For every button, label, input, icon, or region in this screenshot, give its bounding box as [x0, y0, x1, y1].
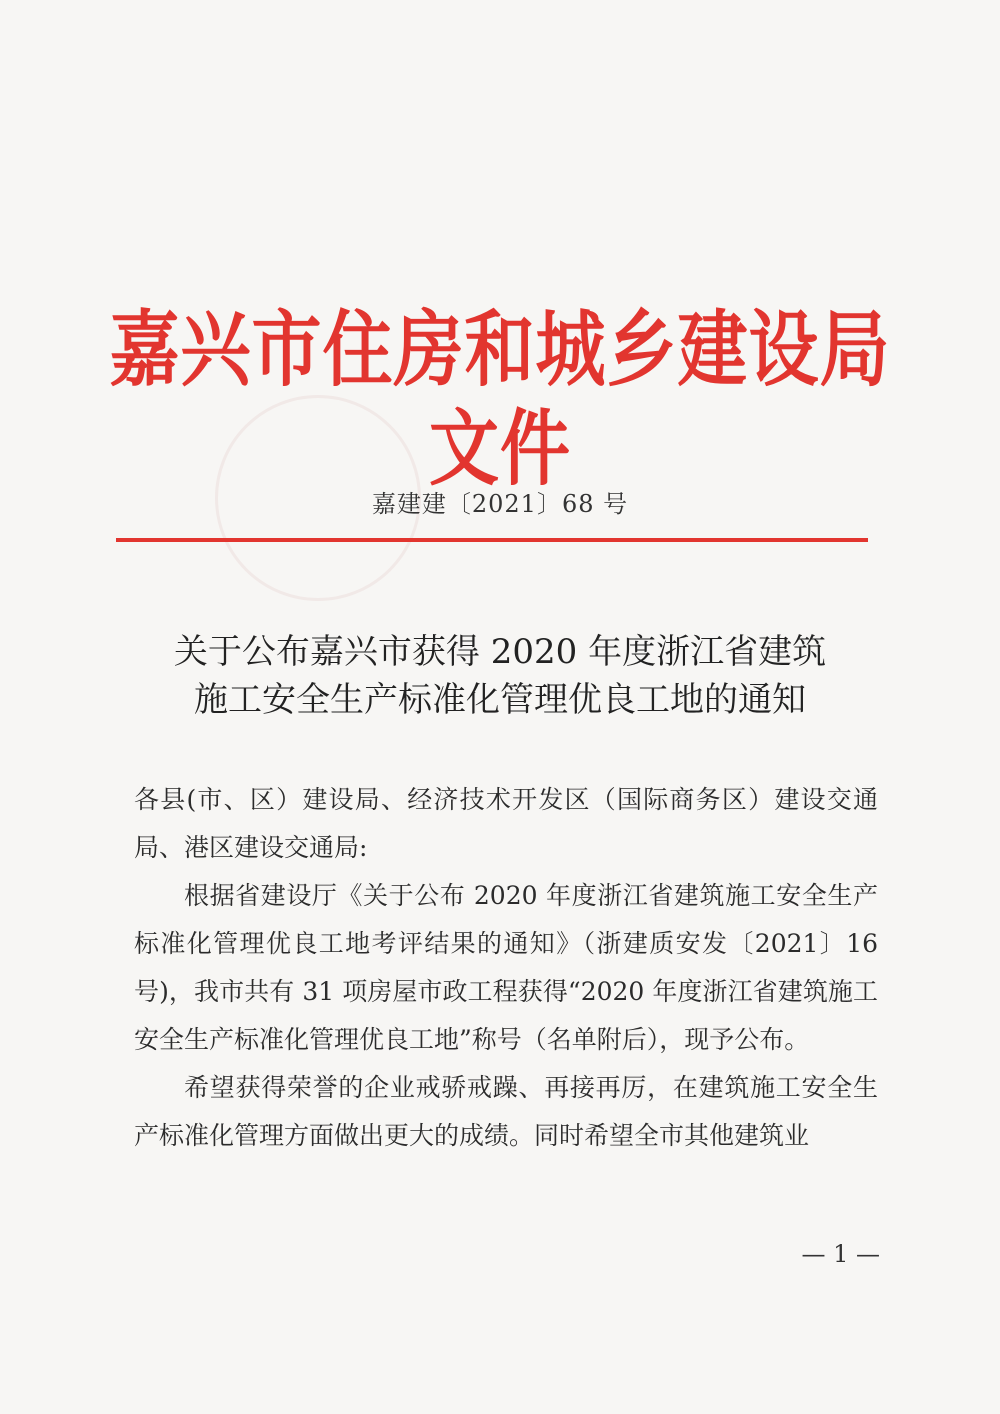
document-title	[130, 628, 870, 724]
red-divider-line	[116, 538, 868, 542]
document-number: 嘉建建〔2021〕68 号	[371, 490, 629, 518]
title-line-1: 关于公布嘉兴市获得 2020 年度浙江省建筑	[173, 632, 827, 672]
page-number: — 1 —	[801, 1240, 880, 1268]
document-body	[134, 776, 878, 1160]
body-paragraph-2: 希望获得荣誉的企业戒骄戒躁、再接再厉，在建筑施工安全生产标准化管理方面做出更大的成绩。同时希望全市其他建筑业	[134, 1073, 878, 1150]
document-masthead: 嘉兴市住房和城乡建设局文件	[109, 301, 891, 498]
body-paragraph-1: 根据省建设厅《关于公布 2020 年度浙江省建筑施工安全生产标准化管理优良工地考评结果的通知》（浙建质安发〔2021〕16 号)，我市共有 31 项房屋市政工程获得“2020 年度浙江省建筑施工安全生产标准化管理优良工地”称号（名单附后），现予公布。	[134, 881, 878, 1054]
salutation: 各县(市、区）建设局、经济技术开发区（国际商务区）建设交通局、港区建设交通局:	[134, 785, 878, 862]
title-line-2: 施工安全生产标准化管理优良工地的通知	[194, 680, 806, 720]
